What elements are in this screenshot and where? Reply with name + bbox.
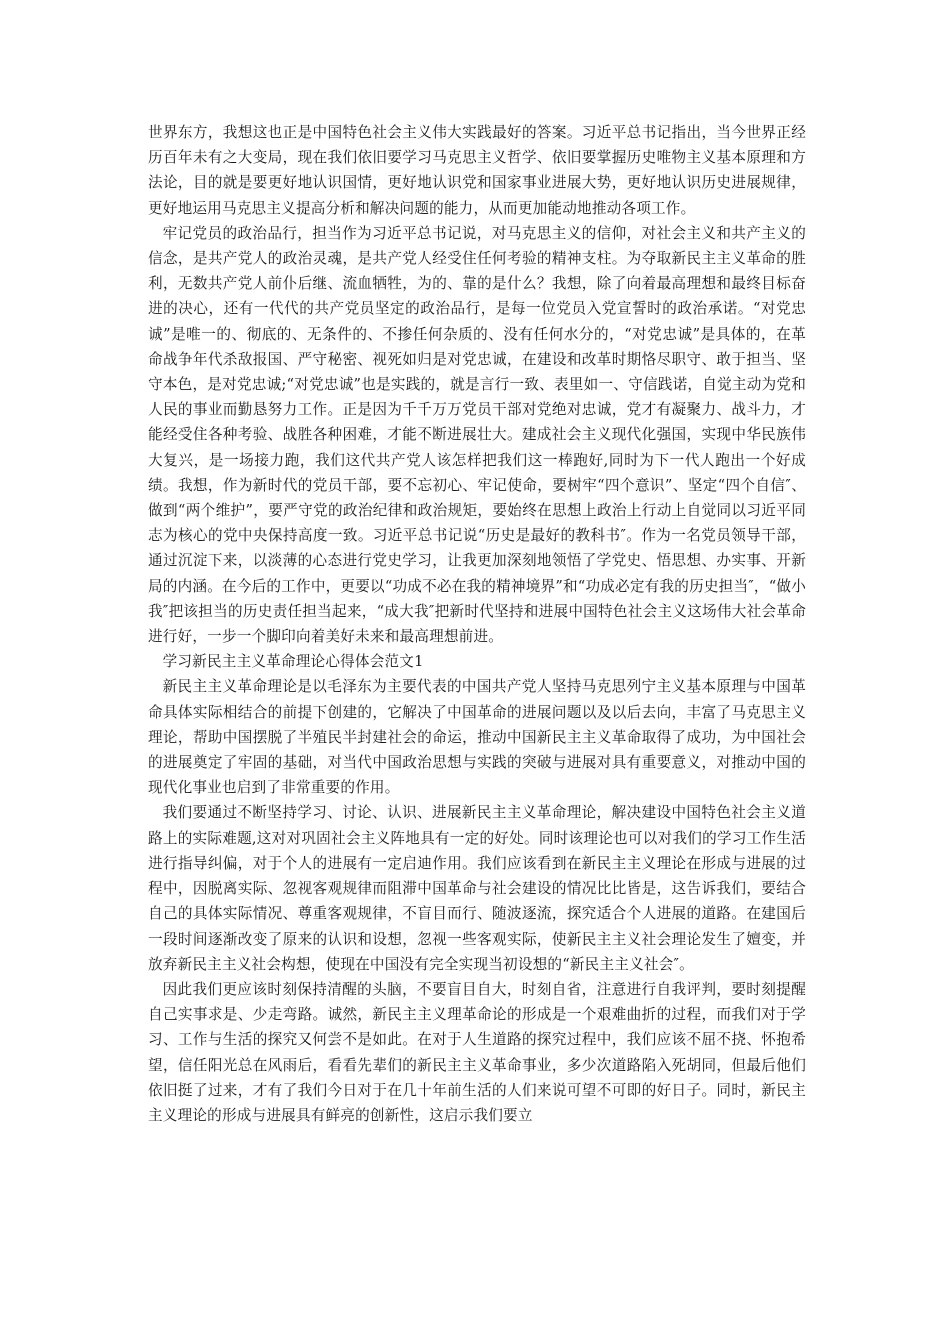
paragraph-theory-study: 我们要通过不断坚持学习、讨论、认识、进展新民主主义革命理论，解决建设中国特色社会主义道路上的实际难题,这对对巩固社会主义阵地具有一定的好处。同时该理论也可以对我们的学习工作生活进行指导纠偏，对于个人的进展有一定启迪作用。我们应该看到在新民主主义理论在形成与进展的过程中，因脱离实际、忽视客观规律而阻滞中国革命与社会建设的情况比比皆是，这告诉我们，要结合自己的具体实际情况、尊重客观规律，不盲目而行、随波逐流，探究适合个人进展的道路。在建国后一段时间逐渐改变了原来的认识和设想，忽视一些客观实际，使新民主主义社会理论发生了嬗变，并放弃新民主主义社会构想，使现在中国没有完全实现当初设想的“新民主主义社会″。 [148, 804, 806, 973]
paragraph-continuation: 世界东方，我想这也正是中国特色社会主义伟大实践最好的答案。习近平总书记指出，当今世界正经历百年未有之大变局，现在我们依旧要学习马克思主义哲学、依旧要掌握历史唯物主义基本原理和方法论，目的就是要更好地认识国情，更好地认识党和国家事业进展大势，更好地认识历史进展规律，更好地运用马克思主义提高分析和解决问题的能力，从而更加能动地推动各项工作。 [148, 124, 806, 217]
paragraph-party-character: 牢记党员的政治品行，担当作为习近平总书记说，对马克思主义的信仰，对社会主义和共产主义的信念，是共产党人的政治灵魂，是共产党人经受住任何考验的精神支柱。为夺取新民主主义革命的胜利，无数共产党人前仆后继、流血牺牲，为的、靠的是什么？我想，除了向着最高理想和最终目标奋进的决心，还有一代代的共产党员坚定的政治品行，是每一位党员入党宣誓时的政治承诺。“对党忠诚”是唯一的、彻底的、无条件的、不掺任何杂质的、没有任何水分的，“对党忠诚”是具体的，在革命战争年代杀敌报国、严守秘密、视死如归是对党忠诚，在建设和改革时期恪尽职守、敢于担当、坚守本色，是对党忠诚;“对党忠诚”也是实践的，就是言行一致、表里如一、守信践诺，自觉主动为党和人民的事业而勤恳努力工作。正是因为千千万万党员干部对党绝对忠诚，党才有凝聚力、战斗力，才能经受住各种考验、战胜各种困难，才能不断进展壮大。建成社会主义现代化强国，实现中华民族伟大复兴，是一场接力跑，我们这代共产党人该怎样把我们这一棒跑好,同时为下一代人跑出一个好成绩。我想，作为新时代的党员干部，要不忘初心、牢记使命，要树牢“四个意识”、坚定“四个自信″、做到“两个维护”，要严守党的政治纪律和政治规矩，要始终在思想上政治上行动上自觉同以习近平同志为核心的党中央保持高度一致。习近平总书记说“历史是最好的教科书″。作为一名党员领导干部，通过沉淀下来，以淡薄的心态进行党史学习，让我更加深刻地领悟了学党史、悟思想、办实事、开新局的内涵。在今后的工作中，更要以“功成不必在我的精神境界”和“功成必定有我的历史担当″，“做小我″把该担当的历史责任担当起来，“成大我″把新时代坚持和进展中国特色社会主义这场伟大社会革命进行好，一步一个脚印向着美好未来和最高理想前进。 [148, 224, 806, 646]
paragraph-theory-reflection: 因此我们更应该时刻保持清醒的头脑，不要盲目自大，时刻自省，注意进行自我评判，要时刻提醒自己实事求是、少走弯路。诚然，新民主主义理革命论的形成是一个艰难曲折的过程，而我们对于学习、工作与生活的探究又何尝不是如此。在对于人生道路的探究过程中，我们应该不屈不挠、怀抱希望，信任阳光总在风雨后，看看先辈们的新民主主义革命事业，多少次道路陷入死胡同，但最后他们依旧挺了过来，才有了我们今日对于在几十年前生活的人们来说可望不可即的好日子。同时，新民主主义理论的形成与进展具有鲜亮的创新性，这启示我们要立 [148, 980, 806, 1124]
document-page [148, 120, 806, 1128]
paragraph-theory-intro: 新民主主义革命理论是以毛泽东为主要代表的中国共产党人坚持马克思列宁主义基本原理与中国革命具体实际相结合的前提下创建的，它解决了中国革命的进展问题以及以后去向，丰富了马克思主义理论，帮助中国摆脱了半殖民半封建社会的命运，推动中国新民主主义革命取得了成功，为中国社会的进展奠定了牢固的基础，对当代中国政治思想与实践的突破与进展对具有重要意义，对推动中国的现代化事业也启到了非常重要的作用。 [148, 678, 806, 797]
section-title: 学习新民主主义革命理论心得体会范文1 [162, 653, 424, 671]
